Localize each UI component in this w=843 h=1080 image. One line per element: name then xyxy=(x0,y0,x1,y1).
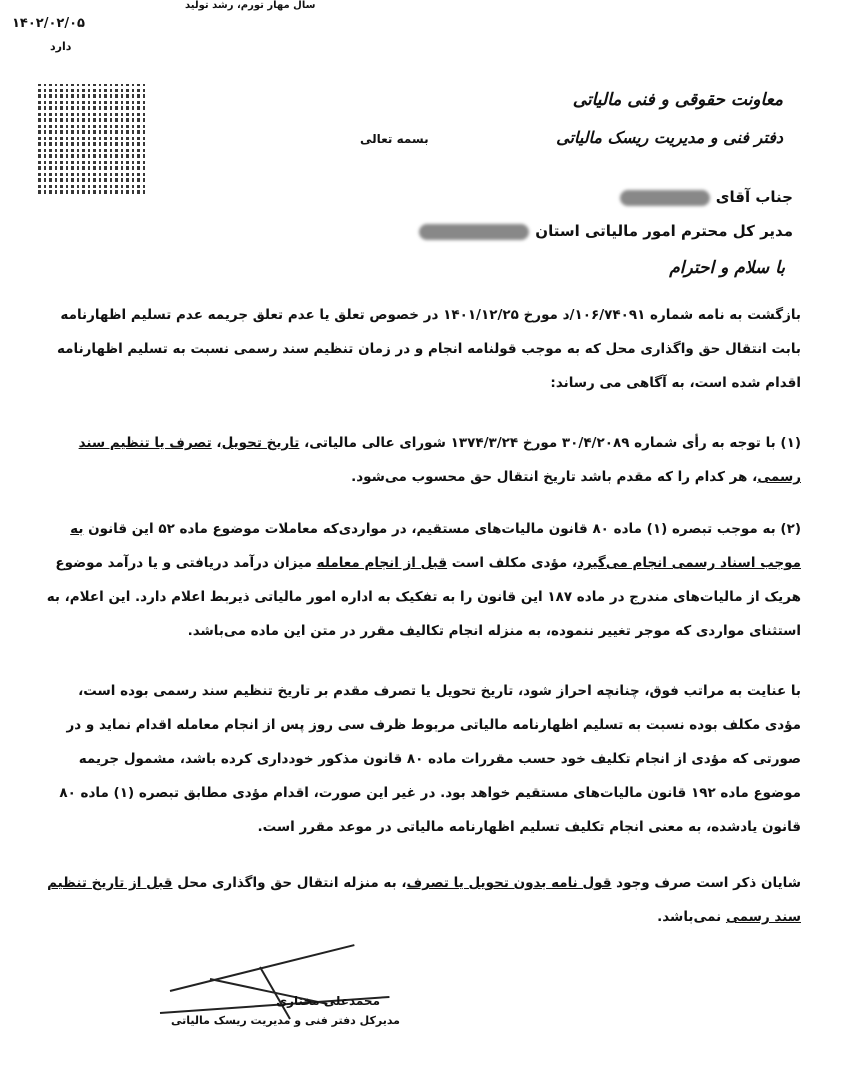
p3-text-c: میزان درآمد دریافتی و یا درآمد موضوع هریک از مالیات‌های مندرج در ماده ۱۸۷ این قانون را به تفکیک به اداره امور مالیاتی ذیربط اعلام دارد. این اعلام، به استثنای مواردی که موجر تغییر ننموده، به منزله انجام تکالیف مقرر در متن این ماده می‌باشد. xyxy=(46,555,801,639)
p5-text-a: شایان ذکر است صرف وجود xyxy=(616,875,801,891)
qr-code-icon xyxy=(38,84,148,194)
salutation-text: جناب آقای xyxy=(715,188,793,206)
p3-underline-official: به موجب اسناد رسمی انجام می‌گیرد xyxy=(70,521,801,571)
addressee-title-text: مدیر کل محترم امور مالیاتی استان xyxy=(535,222,793,240)
addressee-salutation xyxy=(614,188,793,206)
greeting: با سلام و احترام xyxy=(669,258,785,278)
paragraph-note xyxy=(40,866,801,934)
p5-text-c: نمی‌باشد. xyxy=(657,909,722,925)
p3-text-a: (۲) به موجب تبصره (۱) ماده ۸۰ قانون مالیات‌های مستقیم، در مواردی‌که معاملات موضوع ماده ۵۲ این قانون xyxy=(88,521,801,537)
signer-title: مدیرکل دفتر فنی و مدیریت ریسک مالیاتی xyxy=(171,1014,400,1027)
p2-underline-delivery: تاریخ تحویل xyxy=(221,435,300,451)
signer-name: محمدعلی مختاری xyxy=(276,994,380,1008)
p2-text-b: ، xyxy=(216,435,222,451)
addressee-title xyxy=(413,222,793,240)
year-slogan: سال مهار تورم، رشد تولید xyxy=(185,0,316,11)
paragraph-conclusion: با عنایت به مراتب فوق، چنانچه احراز شود، تاریخ تحویل یا تصرف مقدم بر تاریخ تنظیم سند رسمی بوده است، مؤدی مکلف بوده نسبت به تسلیم اظهارنامه مالیاتی مربوط ظرف سی روز پس از انجام معامله اقدام نماید و در صورتی که مؤدی از انجام تکلیف خود حسب مقررات ماده ۸۰ قانون مذکور خودداری کرده باشد، مشمول جریمه موضوع ماده ۱۹۲ قانون مالیات‌های مستقیم خواهد بود. در غیر این صورت، اقدام مؤدی مطابق تبصره (۱) ماده ۸۰ قانون یادشده، به معنی انجام تکلیف تسلیم اظهارنامه مالیاتی در موعد مقرر است. xyxy=(59,683,801,835)
attachment-status: دارد xyxy=(50,40,72,53)
org-office: دفتر فنی و مدیریت ریسک مالیاتی xyxy=(556,128,783,147)
redacted-name xyxy=(620,190,710,206)
p3-text-b: ، مؤدی مکلف است xyxy=(451,555,578,571)
p2-underline-possession: تصرف یا تنظیم سند رسمی xyxy=(78,435,801,485)
paragraph-1 xyxy=(40,426,801,494)
p5-text-b: ، به منزله انتقال حق واگذاری محل xyxy=(177,875,407,891)
p2-text-c: ، هر کدام را که مقدم باشد تاریخ انتقال حق محسوب می‌شود. xyxy=(351,469,758,485)
org-deputy: معاونت حقوقی و فنی مالیاتی xyxy=(572,90,783,110)
p2-text-a: (۱) با توجه به رأی شماره ۳۰/۴/۲۰۸۹ مورخ ۱۳۷۴/۳/۲۴ شورای عالی مالیاتی، xyxy=(304,435,801,451)
p5-underline-date: قبل از تاریخ تنظیم سند رسمی xyxy=(47,875,801,925)
p3-underline-before: قبل از انجام معامله xyxy=(316,555,448,571)
letter-date: ۱۴۰۲/۰۲/۰۵ xyxy=(12,16,85,31)
paragraph-2 xyxy=(40,512,801,648)
paragraph-intro: بازگشت به نامه شماره ۱۰۶/۷۴۰۹۱/د مورخ ۱۴۰۱/۱۲/۲۵ در خصوص تعلق یا عدم تعلق جریمه عدم تسلیم اظهارنامه بابت انتقال حق واگذاری محل که به موجب قولنامه انجام و در زمان تنظیم سند رسمی نسبت به تسلیم اظهارنامه اقدام شده است، به آگاهی می رساند: xyxy=(56,307,801,391)
p5-underline-agreement: قول نامه بدون تحویل یا تصرف xyxy=(406,875,612,891)
redacted-province xyxy=(419,224,529,240)
invocation: بسمه تعالی xyxy=(360,132,429,146)
